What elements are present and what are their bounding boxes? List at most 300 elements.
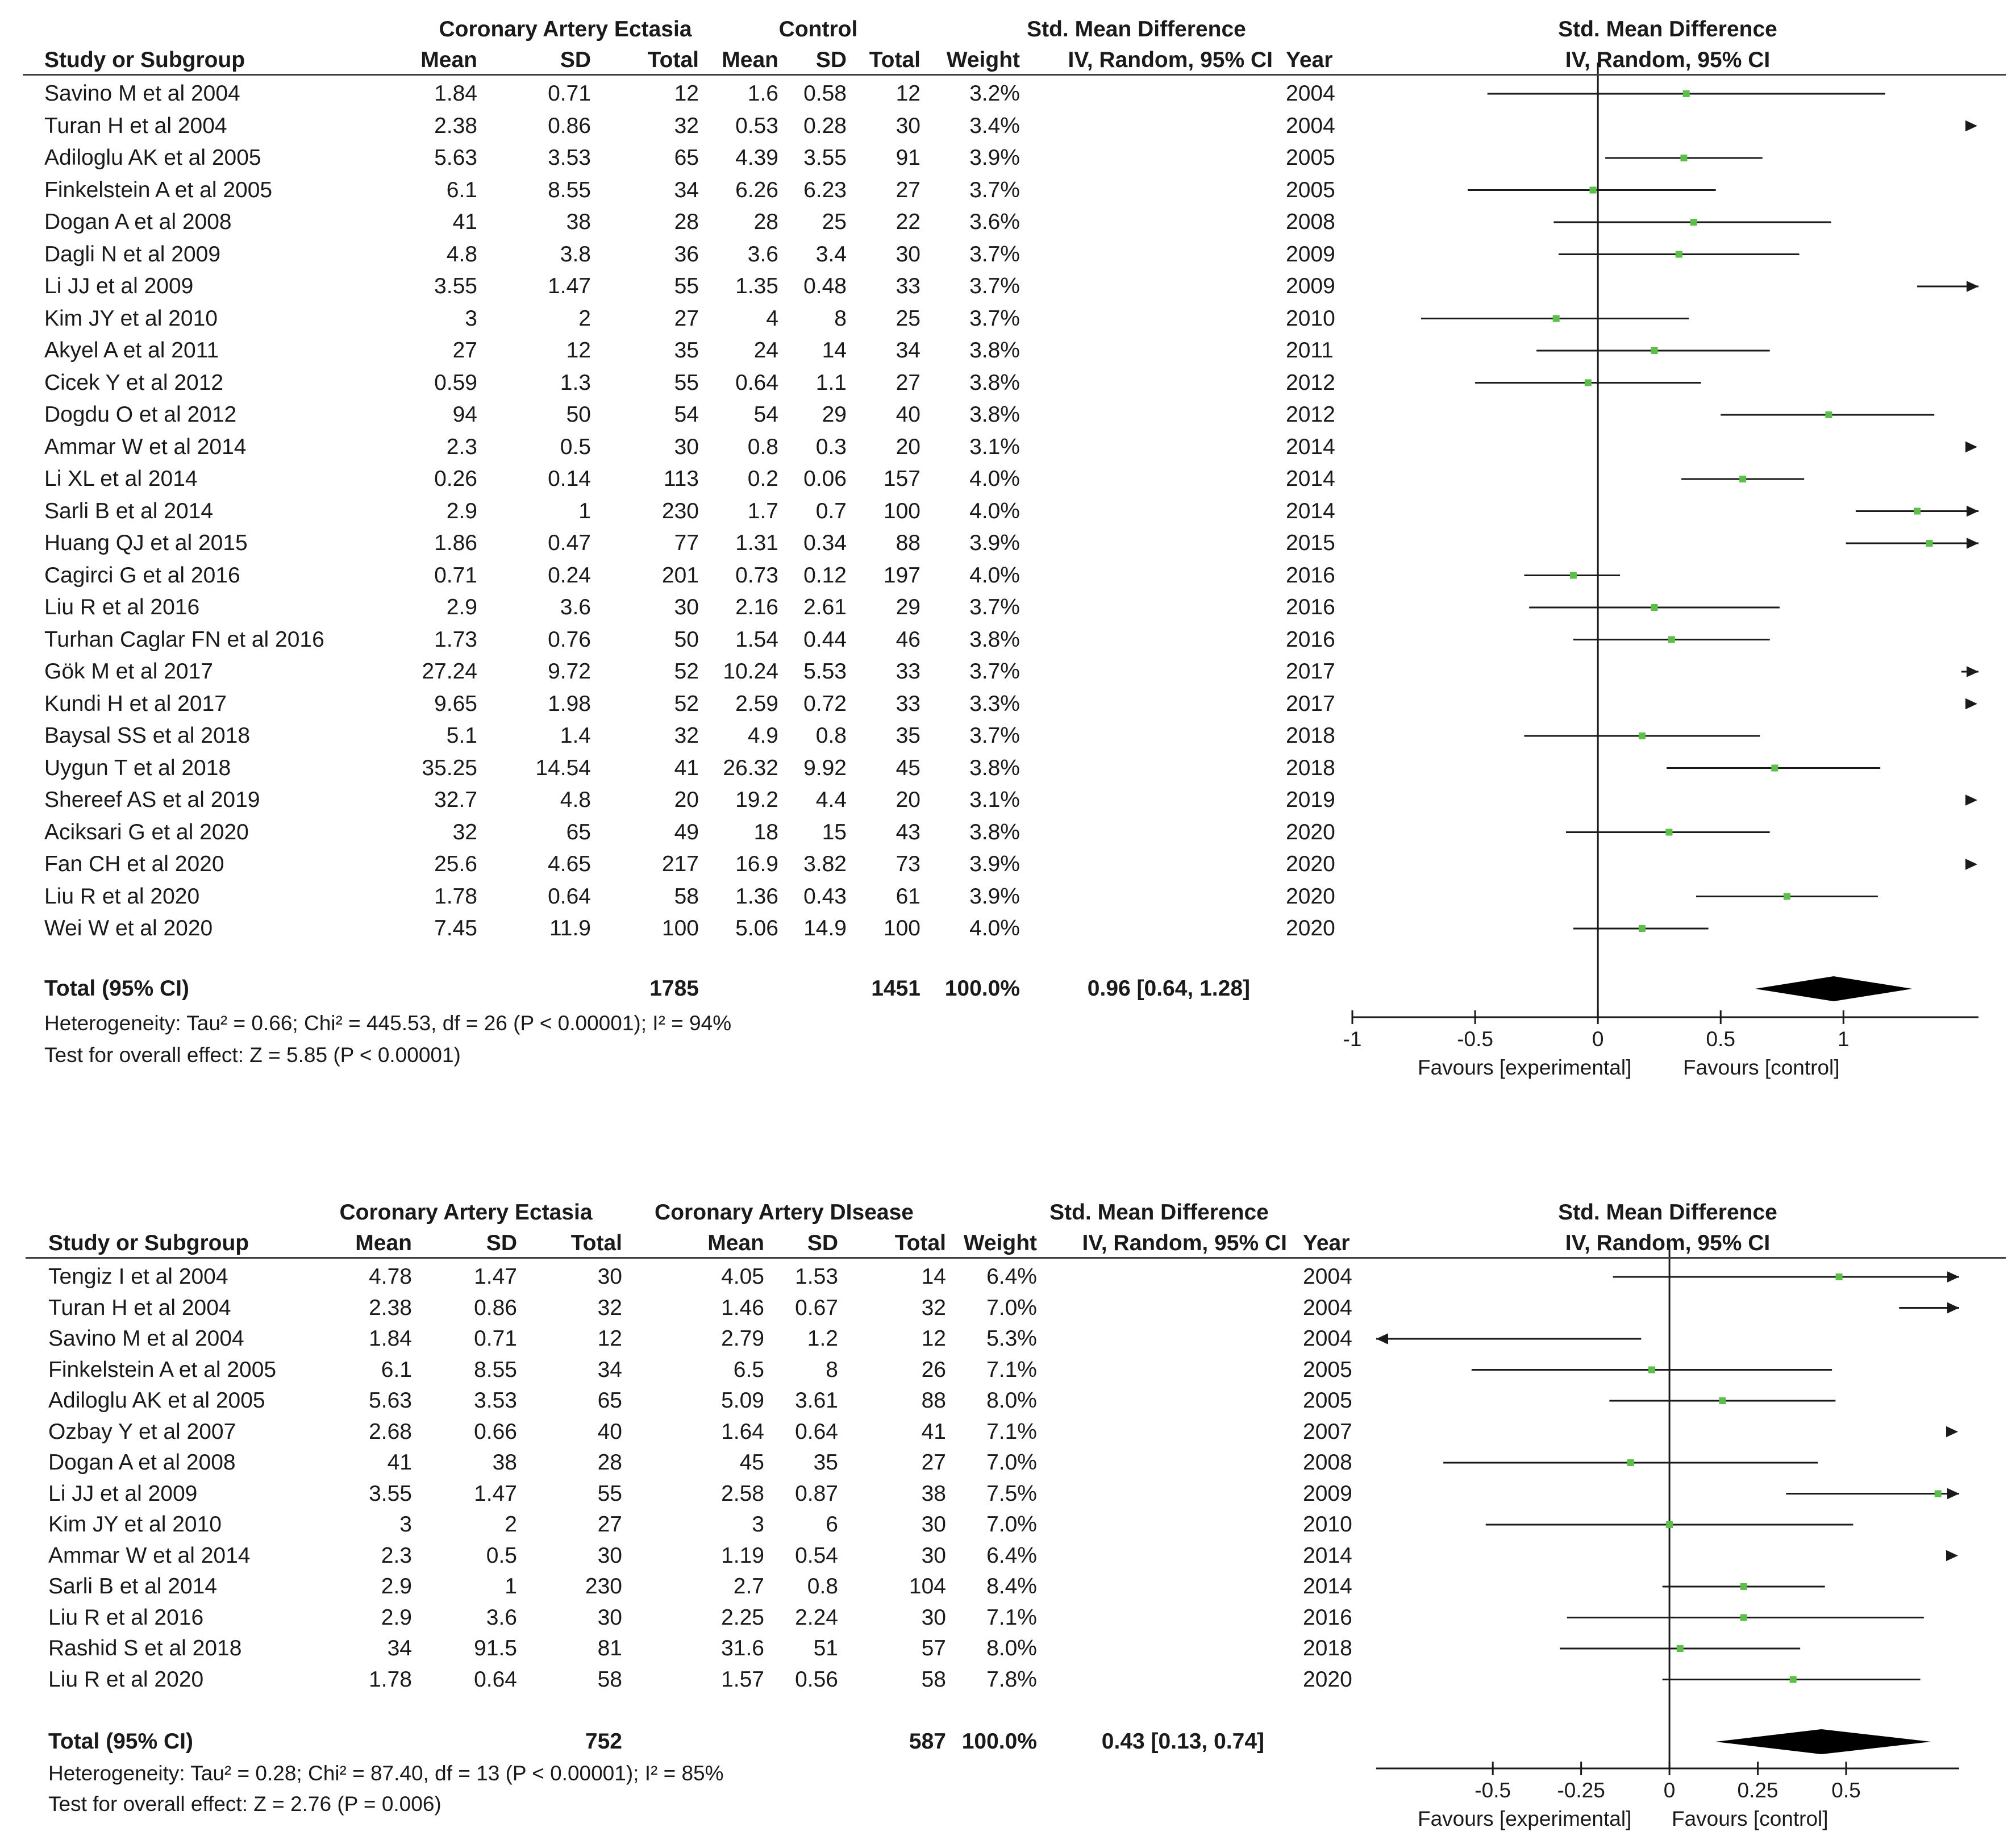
study-mean2: 4 [766,306,778,331]
study-n1: 81 [597,1636,622,1660]
col-header-mean1: Mean [420,48,477,72]
arrow-right-icon [1965,442,1977,453]
total-ci: 0.43 [0.13, 0.74] [1101,1729,1264,1754]
study-mean1: 1.78 [369,1667,412,1692]
study-name: Liu R et al 2020 [48,1667,204,1692]
study-name: Baysal SS et al 2018 [44,723,251,748]
study-n1: 36 [674,242,699,267]
study-sd1: 12 [566,338,591,363]
study-n2: 12 [895,81,920,106]
group-header-1: Coronary Artery Ectasia [339,1200,593,1225]
study-mark [1376,1333,1641,1345]
study-mean1: 25.6 [434,852,477,876]
study-sd2: 8 [834,306,847,331]
study-year: 2005 [1286,145,1335,170]
study-name: Dogan A et al 2008 [44,210,232,234]
study-mean2: 2.16 [735,595,778,619]
study-sd2: 25 [822,210,847,234]
study-n1: 28 [674,210,699,234]
study-n2: 30 [921,1605,946,1630]
study-sd1: 1.4 [560,723,591,748]
point-estimate [1665,829,1672,836]
study-weight: 3.8% [969,627,1020,652]
study-n2: 22 [895,210,920,234]
study-sd2: 0.8 [807,1574,838,1599]
study-weight: 3.8% [969,370,1020,395]
arrow-right-icon [1965,698,1977,710]
study-mark [1486,1521,1853,1528]
study-sd1: 0.64 [548,884,591,909]
x-tick-label: -0.5 [1474,1779,1511,1802]
study-n1: 52 [674,659,699,684]
study-sd2: 15 [822,819,847,844]
study-mean2: 1.64 [721,1419,764,1444]
study-n1: 20 [674,788,699,812]
study-name: Dogdu O et al 2012 [44,402,237,427]
study-mean1: 5.1 [446,723,477,748]
study-year: 2014 [1303,1543,1352,1568]
total-label: Total (95% CI) [44,976,189,1001]
study-sd1: 1.3 [560,370,591,395]
study-year: 2020 [1286,852,1335,876]
favours-control: Favours [control] [1672,1807,1828,1830]
study-n2: 43 [895,819,920,844]
point-estimate [1676,251,1682,258]
study-year: 2014 [1286,498,1335,523]
study-mark [1567,1614,1924,1621]
study-sd1: 1 [578,498,591,523]
study-weight: 3.7% [969,723,1020,748]
study-sd1: 0.47 [548,531,591,555]
x-tick-label: 1 [1838,1027,1850,1051]
study-n2: 27 [895,370,920,395]
study-n1: 27 [674,306,699,331]
study-sd1: 8.55 [474,1357,517,1382]
study-sd1: 0.86 [548,113,591,138]
study-sd2: 0.28 [803,113,847,138]
study-mark [1696,893,1878,900]
study-mean1: 6.1 [446,177,477,202]
point-estimate [1926,540,1933,547]
study-sd1: 50 [566,402,591,427]
point-estimate [1651,604,1658,611]
study-mean2: 6.5 [733,1357,764,1382]
study-mark [1965,794,1977,806]
study-mean1: 1.78 [434,884,477,909]
study-mean2: 5.06 [735,916,778,940]
forest-plot-cad [0,1182,2016,1841]
study-year: 2020 [1286,819,1335,844]
study-n2: 40 [895,402,920,427]
study-n2: 25 [895,306,920,331]
point-estimate [1836,1273,1843,1280]
study-mean1: 2.38 [434,113,477,138]
study-mean1: 2.38 [369,1295,412,1320]
study-name: Huang QJ et al 2015 [44,531,248,555]
study-year: 2017 [1286,691,1335,716]
study-n2: 12 [921,1326,946,1351]
study-mean2: 6.26 [735,177,778,202]
study-year: 2016 [1286,563,1335,588]
study-n2: 41 [921,1419,946,1444]
study-mean2: 1.6 [747,81,778,106]
study-sd2: 3.4 [815,242,847,267]
study-sd1: 0.5 [486,1543,517,1568]
col-header-sd1: SD [486,1231,517,1255]
x-tick-label: -1 [1343,1027,1362,1051]
study-name: Ammar W et al 2014 [48,1543,251,1568]
arrow-right-icon [1967,538,1978,549]
study-weight: 3.7% [969,595,1020,619]
study-mark [1566,829,1770,836]
study-weight: 3.7% [969,242,1020,267]
study-n2: 57 [921,1636,946,1660]
study-n2: 32 [921,1295,946,1320]
col-header-total1: Total [647,48,699,72]
study-weight: 8.4% [986,1574,1037,1599]
study-mean1: 1.73 [434,627,477,652]
study-weight: 3.7% [969,177,1020,202]
study-mean1: 1.84 [369,1326,412,1351]
col-header-ci: IV, Random, 95% CI [1082,1231,1287,1255]
x-tick-label: -0.5 [1457,1027,1493,1051]
study-mark [1663,1676,1921,1683]
plot-title: Std. Mean Difference [1558,17,1777,41]
study-mean1: 4.8 [446,242,477,267]
study-sd2: 1.1 [815,370,847,395]
study-year: 2004 [1286,113,1335,138]
study-name: Uygun T et al 2018 [44,755,231,780]
study-mean2: 4.05 [721,1264,764,1289]
study-mean2: 28 [753,210,778,234]
study-mark [1421,315,1689,322]
study-mean1: 2.9 [381,1605,412,1630]
study-sd1: 3.53 [548,145,591,170]
study-name: Turan H et al 2004 [44,113,227,138]
study-sd2: 0.7 [815,498,847,523]
point-estimate [1627,1459,1634,1466]
col-header-total2: Total [894,1231,946,1255]
study-mark [1573,636,1770,643]
study-name: Turan H et al 2004 [48,1295,231,1320]
group-header-2: Coronary Artery DIsease [655,1200,914,1225]
study-n1: 55 [674,370,699,395]
favours-control: Favours [control] [1683,1056,1840,1079]
study-mean1: 0.26 [434,467,477,491]
study-name: Akyel A et al 2011 [44,338,219,363]
study-mean2: 45 [739,1450,764,1475]
col-header-year: Year [1286,48,1333,72]
study-mean1: 5.63 [434,145,477,170]
study-year: 2005 [1303,1357,1352,1382]
study-mean2: 1.7 [747,498,778,523]
study-n1: 30 [597,1605,622,1630]
study-mark [1846,538,1978,549]
study-n1: 100 [661,916,699,940]
study-year: 2004 [1286,81,1335,106]
study-sd1: 0.71 [548,81,591,106]
study-sd1: 0.5 [560,434,591,459]
study-n2: 88 [921,1388,946,1413]
study-n1: 65 [597,1388,622,1413]
study-sd1: 1.47 [474,1481,517,1506]
col-header-sd2: SD [815,48,847,72]
study-sd1: 1.47 [474,1264,517,1289]
study-n2: 27 [921,1450,946,1475]
study-n1: 58 [597,1667,622,1692]
total-n2: 1451 [871,976,920,1001]
study-weight: 7.5% [986,1481,1037,1506]
point-estimate [1648,1367,1655,1373]
study-weight: 7.0% [986,1450,1037,1475]
study-mean1: 1.86 [434,531,477,555]
study-mean2: 1.35 [735,274,778,298]
study-sd1: 91.5 [474,1636,517,1660]
point-estimate [1739,476,1746,482]
point-estimate [1935,1491,1942,1497]
study-n2: 45 [895,755,920,780]
study-year: 2018 [1286,723,1335,748]
point-estimate [1570,572,1577,579]
study-weight: 4.0% [969,563,1020,588]
study-sd2: 2.24 [795,1605,838,1630]
study-name: Ammar W et al 2014 [44,434,247,459]
study-mean1: 27 [452,338,477,363]
study-n2: 14 [921,1264,946,1289]
study-weight: 4.0% [969,916,1020,940]
study-n2: 61 [895,884,920,909]
study-mean2: 1.57 [721,1667,764,1692]
arrow-right-icon [1965,120,1977,132]
study-mean1: 41 [452,210,477,234]
study-mark [1721,411,1934,418]
study-sd1: 8.55 [548,177,591,202]
study-name: Sarli B et al 2014 [44,498,214,523]
study-year: 2005 [1286,177,1335,202]
arrow-right-icon [1967,506,1978,517]
study-mark [1965,120,1977,132]
study-year: 2020 [1286,884,1335,909]
total-diamond [1755,976,1913,1001]
point-estimate [1590,187,1597,194]
study-sd1: 3.6 [560,595,591,619]
arrow-right-icon [1946,1426,1958,1438]
study-n2: 30 [895,113,920,138]
study-n2: 34 [895,338,920,363]
arrow-right-icon [1965,859,1977,870]
study-name: Liu R et al 2020 [44,884,200,909]
study-mark [1443,1459,1818,1466]
study-n2: 33 [895,274,920,298]
study-mean2: 24 [753,338,778,363]
study-weight: 3.7% [969,306,1020,331]
study-weight: 3.3% [969,691,1020,716]
study-mean2: 2.79 [721,1326,764,1351]
study-n2: 20 [895,788,920,812]
study-sd2: 3.55 [803,145,847,170]
study-mark [1536,347,1770,354]
study-name: Gök M et al 2017 [44,659,213,684]
study-n1: 52 [674,691,699,716]
study-n1: 77 [674,531,699,555]
study-mean1: 2.68 [369,1419,412,1444]
study-mean1: 0.59 [434,370,477,395]
study-sd2: 0.43 [803,884,847,909]
total-weight: 100.0% [961,1729,1037,1754]
study-sd1: 2 [505,1512,517,1537]
study-sd2: 3.82 [803,852,847,876]
study-mark [1613,1271,1959,1283]
col-header-mean1: Mean [355,1231,412,1255]
study-sd2: 6.23 [803,177,847,202]
study-n2: 100 [883,498,920,523]
point-estimate [1585,380,1592,386]
study-name: Finkelstein A et al 2005 [48,1357,277,1382]
study-sd2: 0.72 [803,691,847,716]
study-name: Li JJ et al 2009 [48,1481,198,1506]
study-n1: 27 [597,1512,622,1537]
study-sd1: 0.66 [474,1419,517,1444]
point-estimate [1825,411,1832,418]
study-name: Li JJ et al 2009 [44,274,194,298]
study-n1: 34 [674,177,699,202]
study-name: Li XL et al 2014 [44,467,198,491]
study-n1: 30 [674,595,699,619]
study-sd2: 1.2 [807,1326,838,1351]
study-mark [1525,572,1621,579]
total-weight: 100.0% [944,976,1020,1001]
study-weight: 3.9% [969,531,1020,555]
study-year: 2014 [1286,467,1335,491]
study-mean2: 1.46 [721,1295,764,1320]
study-mean1: 32 [452,819,477,844]
study-sd1: 3.8 [560,242,591,267]
study-year: 2011 [1286,338,1334,363]
group-header-smd: Std. Mean Difference [1027,17,1246,41]
plot-subtitle: IV, Random, 95% CI [1565,48,1771,72]
point-estimate [1677,1645,1684,1652]
study-n2: 33 [895,659,920,684]
arrow-left-icon [1376,1333,1388,1345]
study-n2: 73 [895,852,920,876]
study-year: 2010 [1303,1512,1352,1537]
study-mark [1472,1367,1832,1373]
study-mean2: 2.7 [733,1574,764,1599]
study-name: Liu R et al 2016 [48,1605,204,1630]
study-weight: 3.4% [969,113,1020,138]
study-n2: 46 [895,627,920,652]
study-n2: 35 [895,723,920,748]
x-tick-label: 0 [1592,1027,1604,1051]
study-weight: 8.0% [986,1388,1037,1413]
study-sd1: 9.72 [548,659,591,684]
study-mark [1965,698,1977,710]
study-name: Dagli N et al 2009 [44,242,221,267]
study-year: 2012 [1286,402,1335,427]
study-sd1: 1.47 [548,274,591,298]
heterogeneity-text: Heterogeneity: Tau² = 0.28; Chi² = 87.40, df = 13 (P < 0.00001); I² = 85% [48,1762,724,1785]
study-n1: 217 [661,852,699,876]
study-year: 2016 [1286,595,1335,619]
study-n2: 38 [921,1481,946,1506]
arrow-right-icon [1967,666,1978,677]
x-tick-label: 0.25 [1737,1779,1778,1802]
total-n1: 1785 [649,976,699,1001]
col-header-sd2: SD [807,1231,838,1255]
study-year: 2017 [1286,659,1335,684]
study-mean2: 1.36 [735,884,778,909]
study-mark [1667,765,1880,772]
study-weight: 7.1% [986,1419,1037,1444]
study-sd1: 4.8 [560,788,591,812]
study-mark [1786,1488,1959,1500]
study-weight: 3.2% [969,81,1020,106]
study-mean2: 1.54 [735,627,778,652]
x-tick-label: -0.25 [1557,1779,1605,1802]
study-sd1: 65 [566,819,591,844]
study-mark [1663,1583,1825,1590]
study-name: Savino M et al 2004 [48,1326,244,1351]
study-sd2: 0.8 [815,723,847,748]
study-n2: 33 [895,691,920,716]
study-name: Tengiz I et al 2004 [48,1264,228,1289]
study-n1: 32 [597,1295,622,1320]
study-n1: 30 [597,1543,622,1568]
study-mean2: 3 [752,1512,764,1537]
study-n1: 28 [597,1450,622,1475]
study-sd1: 0.64 [474,1667,517,1692]
study-weight: 3.7% [969,659,1020,684]
study-name: Wei W et al 2020 [44,916,213,940]
study-n2: 30 [895,242,920,267]
study-name: Sarli B et al 2014 [48,1574,218,1599]
point-estimate [1553,315,1560,322]
study-name: Adiloglu AK et al 2005 [44,145,261,170]
study-sd2: 0.56 [795,1667,838,1692]
study-mean1: 2.9 [446,498,477,523]
study-year: 2019 [1286,788,1335,812]
study-year: 2010 [1286,306,1335,331]
study-mean2: 31.6 [721,1636,764,1660]
arrow-right-icon [1947,1302,1959,1314]
study-n2: 30 [921,1512,946,1537]
study-sd1: 38 [566,210,591,234]
study-mean1: 2.3 [381,1543,412,1568]
point-estimate [1680,155,1687,161]
study-sd1: 1 [505,1574,517,1599]
study-mean1: 7.45 [434,916,477,940]
study-mean1: 9.65 [434,691,477,716]
study-n1: 65 [674,145,699,170]
study-n2: 20 [895,434,920,459]
study-n1: 230 [585,1574,622,1599]
study-n1: 40 [597,1419,622,1444]
study-n2: 157 [883,467,920,491]
point-estimate [1914,508,1921,515]
study-mean2: 5.09 [721,1388,764,1413]
group-header-1: Coronary Artery Ectasia [439,17,692,41]
study-weight: 6.4% [986,1543,1037,1568]
study-weight: 3.8% [969,755,1020,780]
study-weight: 3.1% [969,434,1020,459]
study-mean2: 1.19 [721,1543,764,1568]
study-mean2: 1.31 [735,531,778,555]
study-sd2: 8 [826,1357,838,1382]
study-sd2: 9.92 [803,755,847,780]
study-mean1: 1.84 [434,81,477,106]
study-year: 2016 [1286,627,1335,652]
study-name: Cagirci G et al 2016 [44,563,240,588]
